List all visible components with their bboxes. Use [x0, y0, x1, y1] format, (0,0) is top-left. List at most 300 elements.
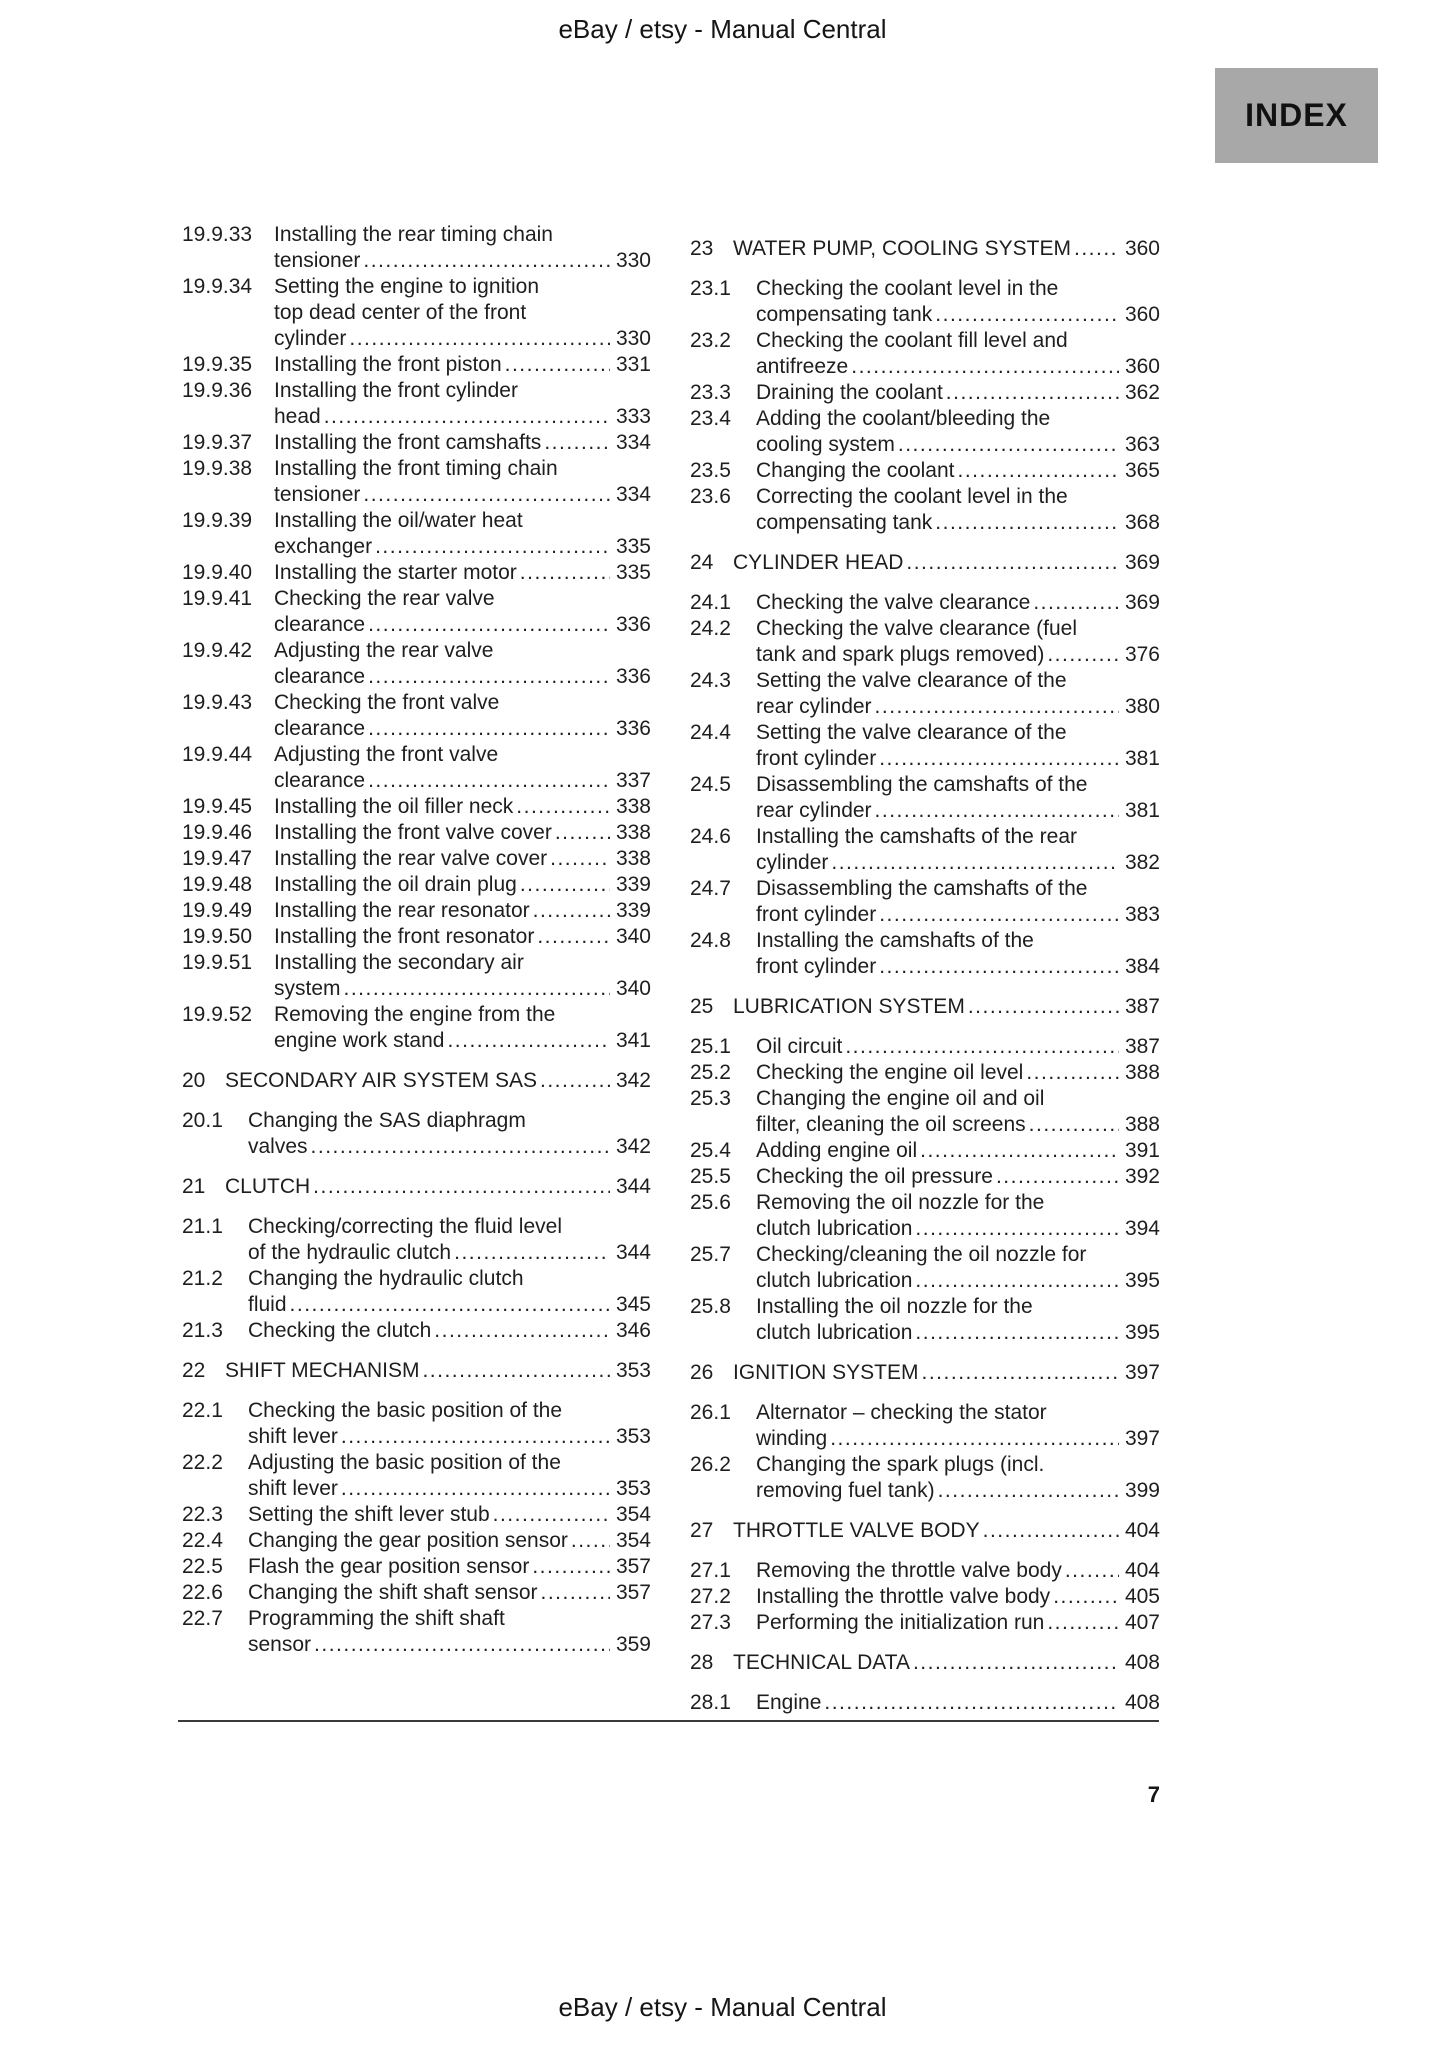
toc-entry-number: 24.3: [690, 669, 731, 692]
toc-entry-page: 334: [615, 431, 651, 454]
dot-leader: [922, 1360, 1119, 1386]
toc-entry-page: 337: [615, 769, 651, 792]
toc-entry-title-line: filter, cleaning the oil screens: [756, 1113, 1026, 1136]
toc-entry-title-line: clutch lubrication: [756, 1321, 913, 1344]
toc-entry-text: [248, 1318, 651, 1344]
toc-entry-number: 25.8: [690, 1295, 731, 1318]
toc-entry-title-line: Checking the clutch: [248, 1319, 432, 1342]
toc-entry-number: 27: [690, 1519, 714, 1542]
toc-entry-number: 19.9.44: [182, 743, 253, 766]
toc-sub-entry: [690, 876, 1160, 928]
toc-entry-page: 338: [615, 795, 651, 818]
dot-leader: [1053, 1584, 1119, 1610]
toc-entry-title-line: SECONDARY AIR SYSTEM SAS: [225, 1069, 537, 1092]
toc-entry-last-line: [756, 1584, 1160, 1610]
toc-sub-entry: [182, 456, 651, 508]
toc-entry-page: 340: [615, 977, 651, 1000]
toc-entry-last-line: [756, 302, 1160, 328]
toc-entry-number: 21.3: [182, 1319, 223, 1342]
dot-leader: [1033, 590, 1119, 616]
toc-entry-title-line: Checking the basic position of the: [248, 1399, 563, 1422]
toc-entry-last-line: [756, 1060, 1160, 1086]
toc-entry-text: [274, 638, 651, 690]
dot-leader: [375, 534, 610, 560]
toc-entry-number: 26.2: [690, 1453, 731, 1476]
toc-entry-text: [756, 1452, 1160, 1504]
toc-entry-text: [756, 772, 1160, 824]
toc-entry-last-line: [733, 550, 1160, 576]
dot-leader: [368, 768, 610, 794]
toc-entry-number: 20: [182, 1069, 206, 1092]
dot-leader: [363, 482, 610, 508]
toc-entry-title-line: cylinder: [274, 327, 347, 350]
toc-entry-number: 26.1: [690, 1401, 731, 1424]
dot-leader: [344, 976, 610, 1002]
toc-entry-number: 19.9.51: [182, 951, 253, 974]
toc-sub-entry: [690, 668, 1160, 720]
toc-entry-page: 339: [615, 873, 651, 896]
toc-entry-text: [248, 1554, 651, 1580]
toc-entry-title-line: Installing the oil nozzle for the: [756, 1295, 1033, 1318]
toc-entry-page: 357: [615, 1555, 651, 1578]
toc-sub-entry: [182, 898, 651, 924]
toc-entry-number: 19.9.34: [182, 275, 253, 298]
toc-entry-last-line: [756, 510, 1160, 536]
toc-entry-text: [274, 1002, 651, 1054]
toc-entry-number: 21.1: [182, 1215, 223, 1238]
toc-entry-last-line: [733, 236, 1160, 262]
toc-entry-text: [274, 950, 651, 1002]
toc-entry-title-line: sensor: [248, 1633, 312, 1656]
toc-entry-page: 392: [1124, 1165, 1160, 1188]
toc-entry-number: 19.9.40: [182, 561, 253, 584]
toc-sub-entry: [182, 846, 651, 872]
toc-entry-title-line: Installing the secondary air: [274, 951, 524, 974]
toc-entry-text: [274, 378, 651, 430]
toc-entry-text: [248, 1606, 651, 1658]
dot-leader: [368, 612, 610, 638]
toc-entry-title-line: IGNITION SYSTEM: [733, 1361, 919, 1384]
toc-entry-number: 19.9.46: [182, 821, 253, 844]
toc-entry-title-line: Checking the engine oil level: [756, 1061, 1024, 1084]
toc-entry-last-line: [756, 1034, 1160, 1060]
toc-entry-title-line: front cylinder: [756, 903, 877, 926]
toc-entry-title-line: Setting the engine to ignition: [274, 275, 540, 298]
toc-entry-page: 346: [615, 1319, 651, 1342]
toc-entry-text: [756, 276, 1160, 328]
toc-sub-entry: [690, 276, 1160, 328]
toc-entry-number: 19.9.49: [182, 899, 253, 922]
toc-entry-text: [274, 586, 651, 638]
toc-sub-entry: [690, 1400, 1160, 1452]
toc-sub-entry: [690, 928, 1160, 980]
toc-entry-page: 339: [615, 899, 651, 922]
toc-entry-title-line: LUBRICATION SYSTEM: [733, 995, 965, 1018]
toc-entry-text: [756, 928, 1160, 980]
toc-entry-number: 19.9.48: [182, 873, 253, 896]
dot-leader: [1047, 642, 1119, 668]
toc-entry-last-line: [225, 1174, 651, 1200]
toc-entry-text: [756, 458, 1160, 484]
toc-entry-last-line: [274, 898, 651, 924]
toc-entry-page: 407: [1124, 1611, 1160, 1634]
toc-entry-title-line: removing fuel tank): [756, 1479, 935, 1502]
toc-entry-last-line: [756, 1138, 1160, 1164]
toc-entry-title-line: Installing the starter motor: [274, 561, 517, 584]
toc-entry-number: 22.1: [182, 1399, 223, 1422]
toc-entry-title-line: tank and spark plugs removed): [756, 643, 1045, 666]
toc-entry-number: 26: [690, 1361, 714, 1384]
dot-leader: [879, 902, 1119, 928]
toc-entry-title-line: Installing the oil drain plug: [274, 873, 517, 896]
toc-entry-text: [225, 1068, 651, 1094]
toc-sub-entry: [182, 1528, 651, 1554]
toc-entry-page: 360: [1124, 355, 1160, 378]
toc-sub-entry: [182, 274, 651, 352]
toc-entry-page: 382: [1124, 851, 1160, 874]
toc-entry-page: 376: [1124, 643, 1160, 666]
toc-entry-page: 408: [1124, 1651, 1160, 1674]
toc-entry-number: 23.3: [690, 381, 731, 404]
toc-entry-text: [274, 456, 651, 508]
toc-entry-title-line: clearance: [274, 717, 366, 740]
toc-entry-page: 369: [1124, 591, 1160, 614]
toc-entry-page: 353: [615, 1359, 651, 1382]
toc-entry-page: 399: [1124, 1479, 1160, 1502]
toc-entry-page: 363: [1124, 433, 1160, 456]
toc-entry-number: 19.9.39: [182, 509, 253, 532]
dot-leader: [550, 846, 610, 872]
toc-entry-page: 353: [615, 1425, 651, 1448]
toc-entry-title-line: Flash the gear position sensor: [248, 1555, 530, 1578]
toc-entry-last-line: [248, 1134, 651, 1160]
toc-entry-title-line: head: [274, 405, 321, 428]
toc-entry-number: 19.9.52: [182, 1003, 253, 1026]
toc-entry-page: 359: [615, 1633, 651, 1656]
toc-entry-number: 24.8: [690, 929, 731, 952]
toc-entry-last-line: [733, 1360, 1160, 1386]
toc-entry-title-line: Adjusting the rear valve: [274, 639, 494, 662]
dot-leader: [311, 1134, 610, 1160]
toc-entry-title-line: Adding the coolant/bleeding the: [756, 407, 1051, 430]
toc-entry-title-line: Performing the initialization run: [756, 1611, 1045, 1634]
page-footer-title: eBay / etsy - Manual Central: [558, 1992, 887, 2022]
dot-leader: [422, 1358, 610, 1384]
toc-chapter-entry: [690, 1360, 1160, 1386]
toc-entry-last-line: [274, 820, 651, 846]
toc-entry-page: 391: [1124, 1139, 1160, 1162]
dot-leader: [851, 354, 1119, 380]
dot-leader: [906, 550, 1119, 576]
dot-leader: [915, 1320, 1119, 1346]
toc-entry-title-line: Checking/cleaning the oil nozzle for: [756, 1243, 1087, 1266]
toc-entry-text: [756, 1164, 1160, 1190]
dot-leader: [1047, 1610, 1119, 1636]
toc-entry-title-line: Checking the coolant fill level and: [756, 329, 1068, 352]
toc-entry-last-line: [756, 902, 1160, 928]
toc-entry-last-line: [756, 1478, 1160, 1504]
toc-entry-last-line: [756, 1216, 1160, 1242]
toc-entry-number: 25.6: [690, 1191, 731, 1214]
dot-leader: [571, 1528, 610, 1554]
toc-entry-number: 24.7: [690, 877, 731, 900]
toc-entry-title-line: shift lever: [248, 1425, 338, 1448]
toc-entry-last-line: [248, 1240, 651, 1266]
dot-leader: [879, 954, 1119, 980]
toc-entry-text: [274, 898, 651, 924]
toc-entry-title-line: Installing the front piston: [274, 353, 502, 376]
toc-entry-number: 19.9.42: [182, 639, 253, 662]
toc-entry-text: [756, 1060, 1160, 1086]
toc-entry-text: [756, 1610, 1160, 1636]
toc-sub-entry: [690, 616, 1160, 668]
toc-entry-number: 19.9.35: [182, 353, 253, 376]
toc-left-column: [182, 222, 651, 1658]
toc-entry-text: [733, 550, 1160, 576]
toc-entry-text: [756, 1190, 1160, 1242]
toc-entry-title-line: Removing the engine from the: [274, 1003, 556, 1026]
toc-sub-entry: [690, 1060, 1160, 1086]
dot-leader: [520, 560, 610, 586]
dot-leader: [1026, 1060, 1119, 1086]
toc-entry-page: 404: [1124, 1519, 1160, 1542]
toc-sub-entry: [182, 1606, 651, 1658]
toc-entry-number: 20.1: [182, 1109, 223, 1132]
toc-sub-entry: [690, 1584, 1160, 1610]
toc-entry-page: 408: [1124, 1691, 1160, 1714]
toc-entry-page: 405: [1124, 1585, 1160, 1608]
toc-entry-text: [274, 508, 651, 560]
toc-entry-title-line: shift lever: [248, 1477, 338, 1500]
toc-entry-title-line: top dead center of the front: [274, 301, 527, 324]
toc-entry-title-line: Installing the rear timing chain: [274, 223, 553, 246]
toc-entry-last-line: [225, 1358, 651, 1384]
toc-entry-last-line: [274, 716, 651, 742]
toc-entry-text: [756, 824, 1160, 876]
toc-entry-page: 342: [615, 1069, 651, 1092]
toc-sub-entry: [182, 378, 651, 430]
toc-entry-last-line: [248, 1580, 651, 1606]
toc-entry-page: 360: [1124, 303, 1160, 326]
toc-entry-title-line: antifreeze: [756, 355, 849, 378]
toc-entry-page: 395: [1124, 1269, 1160, 1292]
toc-entry-text: [274, 430, 651, 456]
toc-sub-entry: [182, 950, 651, 1002]
toc-sub-entry: [690, 1452, 1160, 1504]
dot-leader: [290, 1292, 610, 1318]
toc-entry-text: [756, 1558, 1160, 1584]
toc-entry-text: [733, 1518, 1160, 1544]
toc-entry-number: 25.5: [690, 1165, 731, 1188]
toc-chapter-entry: [690, 550, 1160, 576]
toc-entry-page: 354: [615, 1529, 651, 1552]
toc-entry-number: 23.6: [690, 485, 731, 508]
toc-entry-last-line: [756, 642, 1160, 668]
toc-entry-number: 28.1: [690, 1691, 731, 1714]
toc-entry-title-line: Changing the gear position sensor: [248, 1529, 568, 1552]
toc-entry-page: 338: [615, 847, 651, 870]
index-badge: [1215, 68, 1378, 163]
toc-entry-last-line: [756, 432, 1160, 458]
toc-entry-title-line: Disassembling the camshafts of the: [756, 773, 1088, 796]
toc-sub-entry: [182, 1002, 651, 1054]
dot-leader: [493, 1502, 610, 1528]
toc-entry-title-line: Changing the shift shaft sensor: [248, 1581, 538, 1604]
toc-sub-entry: [182, 1266, 651, 1318]
toc-entry-text: [248, 1214, 651, 1266]
toc-sub-entry: [182, 1450, 651, 1502]
toc-entry-text: [756, 590, 1160, 616]
toc-sub-entry: [690, 1086, 1160, 1138]
toc-entry-number: 19.9.36: [182, 379, 253, 402]
toc-entry-text: [756, 616, 1160, 668]
toc-entry-last-line: [756, 1112, 1160, 1138]
dot-leader: [447, 1028, 610, 1054]
toc-entry-number: 25.4: [690, 1139, 731, 1162]
toc-entry-title-line: Oil circuit: [756, 1035, 843, 1058]
toc-entry-title-line: Alternator – checking the stator: [756, 1401, 1047, 1424]
toc-entry-title-line: of the hydraulic clutch: [248, 1241, 452, 1264]
toc-entry-text: [733, 236, 1160, 262]
toc-sub-entry: [690, 1690, 1160, 1716]
toc-entry-title-line: THROTTLE VALVE BODY: [733, 1519, 980, 1542]
toc-sub-entry: [182, 872, 651, 898]
toc-entry-text: [756, 1584, 1160, 1610]
toc-entry-title-line: rear cylinder: [756, 695, 872, 718]
toc-entry-page: 397: [1124, 1427, 1160, 1450]
toc-entry-title-line: Installing the oil filler neck: [274, 795, 514, 818]
toc-entry-number: 22.7: [182, 1607, 223, 1630]
toc-sub-entry: [182, 560, 651, 586]
toc-entry-number: 25.7: [690, 1243, 731, 1266]
toc-entry-title-line: Engine: [756, 1691, 822, 1714]
toc-chapter-entry: [182, 1068, 651, 1094]
toc-entry-page: 353: [615, 1477, 651, 1500]
dot-leader: [368, 716, 610, 742]
toc-sub-entry: [690, 1138, 1160, 1164]
toc-entry-title-line: fluid: [248, 1293, 287, 1316]
toc-entry-title-line: Removing the oil nozzle for the: [756, 1191, 1045, 1214]
toc-entry-number: 19.9.47: [182, 847, 253, 870]
toc-entry-title-line: Draining the coolant: [756, 381, 943, 404]
toc-entry-last-line: [756, 746, 1160, 772]
toc-entry-number: 24: [690, 551, 714, 574]
toc-entry-number: 28: [690, 1651, 714, 1674]
toc-entry-title-line: Installing the rear resonator: [274, 899, 530, 922]
toc-entry-title-line: Installing the front timing chain: [274, 457, 558, 480]
toc-entry-text: [274, 222, 651, 274]
dot-leader: [830, 1426, 1119, 1452]
toc-entry-title-line: Setting the valve clearance of the: [756, 721, 1067, 744]
dot-leader: [996, 1164, 1119, 1190]
index-label: INDEX: [1245, 97, 1348, 133]
toc-entry-number: 22: [182, 1359, 206, 1382]
toc-entry-last-line: [248, 1632, 651, 1658]
toc-chapter-entry: [690, 994, 1160, 1020]
toc-entry-number: 25: [690, 995, 714, 1018]
toc-sub-entry: [182, 430, 651, 456]
toc-entry-text: [274, 690, 651, 742]
toc-entry-number: 19.9.41: [182, 587, 253, 610]
toc-entry-number: 23.2: [690, 329, 731, 352]
toc-entry-last-line: [756, 1690, 1160, 1716]
toc-entry-title-line: Checking the valve clearance (fuel: [756, 617, 1078, 640]
toc-entry-title-line: cylinder: [756, 851, 829, 874]
toc-right-column: [690, 222, 1160, 1716]
toc-entry-last-line: [756, 1164, 1160, 1190]
dot-leader: [920, 1138, 1119, 1164]
toc-entry-title-line: Checking the front valve: [274, 691, 500, 714]
toc-entry-title-line: front cylinder: [756, 747, 877, 770]
toc-sub-entry: [690, 1190, 1160, 1242]
toc-entry-last-line: [274, 794, 651, 820]
dot-leader: [946, 380, 1119, 406]
dot-leader: [831, 850, 1119, 876]
toc-entry-text: [274, 820, 651, 846]
toc-entry-last-line: [248, 1554, 651, 1580]
toc-entry-last-line: [756, 1558, 1160, 1584]
toc-entry-page: 381: [1124, 799, 1160, 822]
toc-entry-title-line: TECHNICAL DATA: [733, 1651, 910, 1674]
footer-divider-rule: [178, 1720, 1159, 1722]
toc-entry-last-line: [274, 430, 651, 456]
toc-entry-number: 22.4: [182, 1529, 223, 1552]
toc-entry-title-line: Checking the coolant level in the: [756, 277, 1059, 300]
toc-entry-last-line: [756, 1426, 1160, 1452]
toc-entry-text: [225, 1358, 651, 1384]
dot-leader: [824, 1690, 1119, 1716]
dot-leader: [341, 1424, 610, 1450]
toc-entry-page: 384: [1124, 955, 1160, 978]
dot-leader: [533, 898, 610, 924]
toc-entry-page: 338: [615, 821, 651, 844]
toc-entry-page: 365: [1124, 459, 1160, 482]
toc-entry-page: 342: [615, 1135, 651, 1158]
toc-entry-title-line: SHIFT MECHANISM: [225, 1359, 420, 1382]
dot-leader: [368, 664, 610, 690]
toc-entry-page: 362: [1124, 381, 1160, 404]
toc-entry-number: 19.9.43: [182, 691, 253, 714]
toc-sub-entry: [690, 1242, 1160, 1294]
toc-entry-number: 24.5: [690, 773, 731, 796]
toc-sub-entry: [182, 690, 651, 742]
dot-leader: [537, 924, 610, 950]
toc-entry-text: [274, 274, 651, 352]
toc-entry-title-line: Installing the front valve cover: [274, 821, 552, 844]
toc-entry-number: 23.4: [690, 407, 731, 430]
toc-entry-last-line: [225, 1068, 651, 1094]
toc-entry-number: 25.2: [690, 1061, 731, 1084]
dot-leader: [341, 1476, 610, 1502]
toc-entry-number: 24.4: [690, 721, 731, 744]
toc-entry-page: 357: [615, 1581, 651, 1604]
dot-leader: [313, 1174, 610, 1200]
toc-sub-entry: [690, 1558, 1160, 1584]
toc-sub-entry: [690, 590, 1160, 616]
toc-entry-text: [274, 560, 651, 586]
toc-entry-text: [756, 406, 1160, 458]
toc-entry-last-line: [274, 404, 651, 430]
page-title: eBay / etsy - Manual Central: [558, 14, 887, 44]
toc-entry-last-line: [756, 850, 1160, 876]
toc-entry-page: 388: [1124, 1061, 1160, 1084]
toc-sub-entry: [182, 638, 651, 690]
toc-entry-title-line: clutch lubrication: [756, 1217, 913, 1240]
toc-entry-text: [756, 484, 1160, 536]
toc-sub-entry: [690, 328, 1160, 380]
toc-entry-title-line: Installing the front cylinder: [274, 379, 518, 402]
dot-leader: [935, 510, 1119, 536]
